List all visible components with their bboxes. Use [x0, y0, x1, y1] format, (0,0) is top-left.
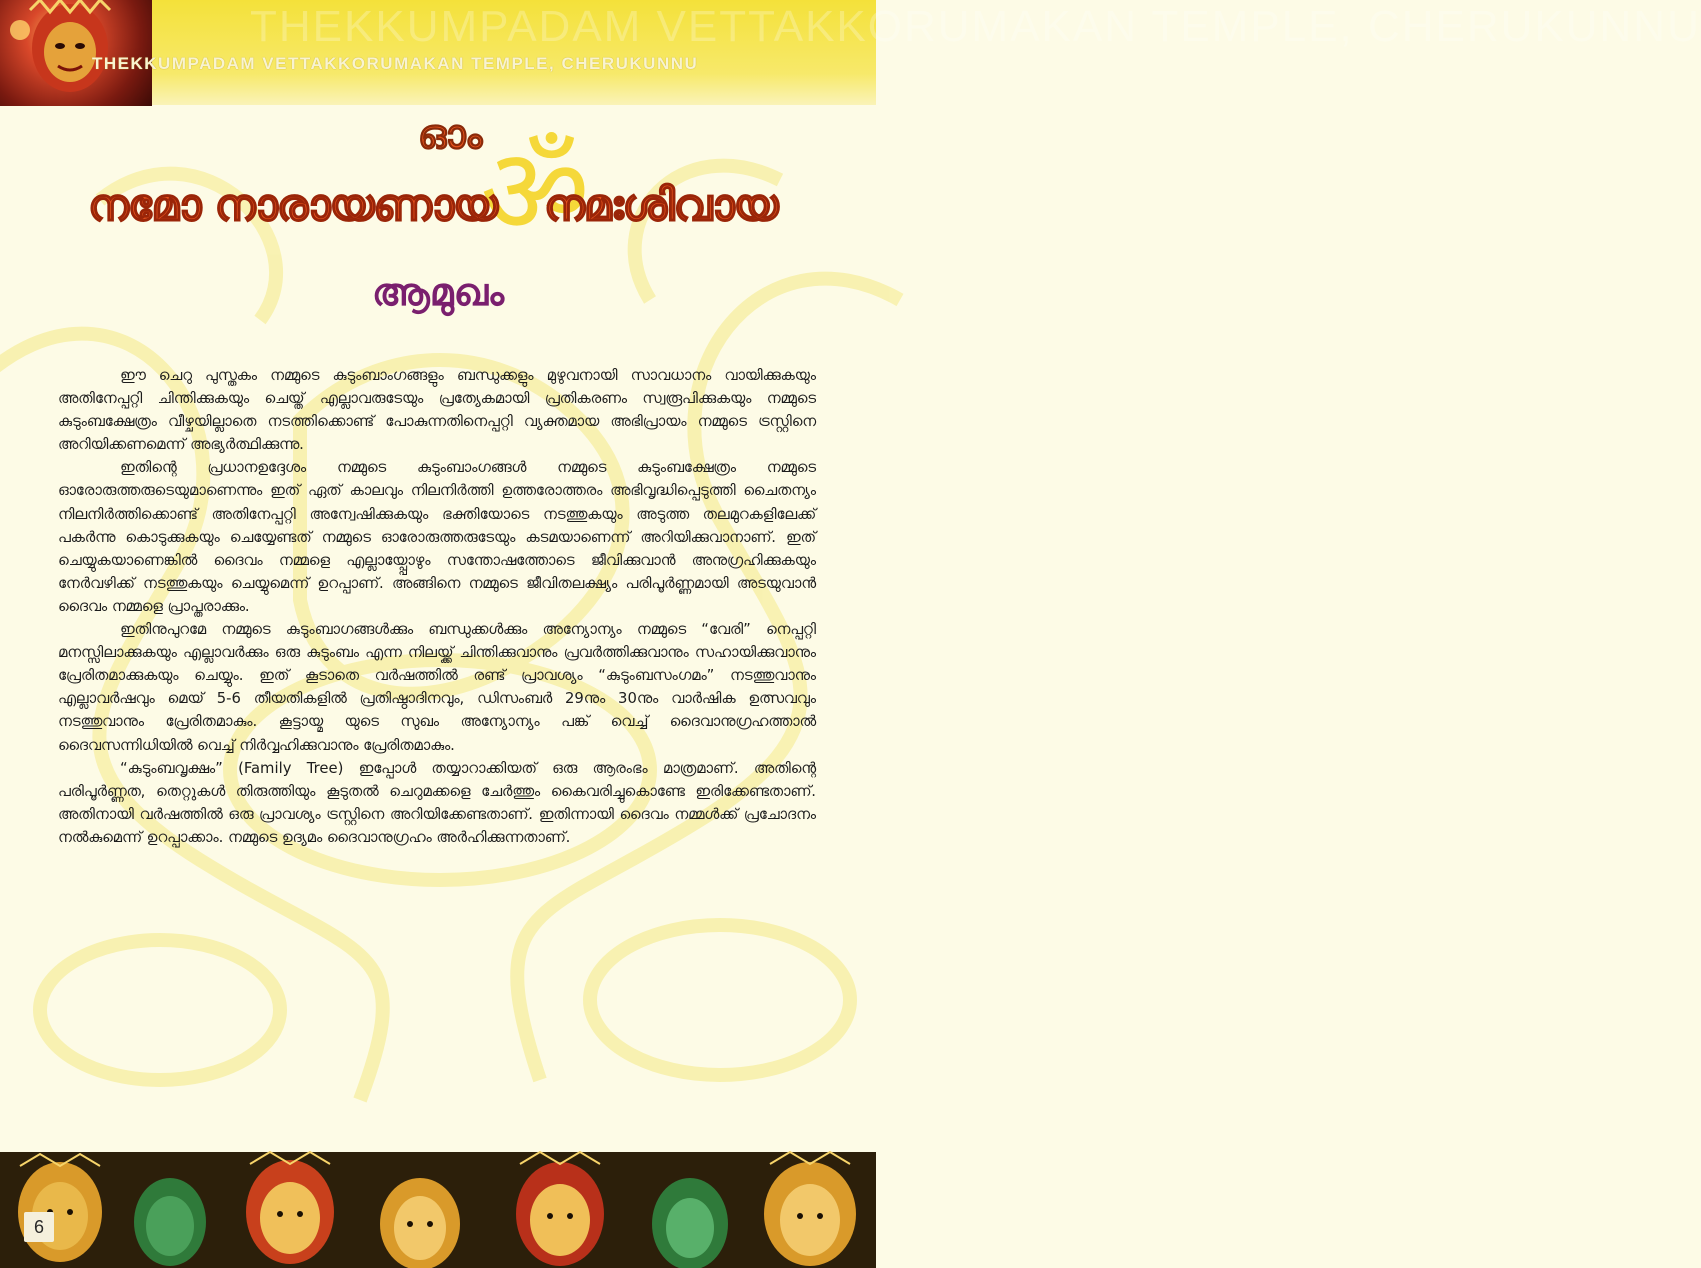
om-word: ഓം	[417, 112, 483, 158]
header-watermark: THEKKUMPADAM VETTAKKORUMAKAN TEMPLE, CHERUKUNNU	[250, 2, 1701, 51]
mantra-shivaya: നമഃശിവായ	[544, 180, 778, 231]
header-theyyam-photo	[0, 0, 152, 106]
paragraph: “കുടുംബവൃക്ഷം” (Family Tree) ഇപ്പോൾ തയ്യാറാക്കിയത് ഒരു ആരംഭം മാത്രമാണ്. അതിന്റെ പരിപൂർണ്ണത, തെറ്റുകൾ തിരുത്തിയും കൂടുതൽ ചെറുമക്കളെ ചേർത്തും കൈവരിച്ചുകൊണ്ടേ ഇരിക്കേണ്ടതാണ്. അതിനായി വർഷത്തിൽ ഒരു പ്രാവശ്യം ട്രസ്റ്റിനെ അറിയിക്കേണ്ടതാണ്. ഇതിന്നായി ദൈവം നമ്മൾക്ക് പ്രചോദനം നൽകുമെന്ന് ഉറപ്പാക്കാം. നമ്മുടെ ഉദ്യമം ദൈവാനുഗ്രഹം അർഹിക്കുന്നതാണ്.	[58, 759, 816, 846]
paragraph: ഇതിന്റെ പ്രധാനഉദ്ദേശം നമ്മുടെ കുടുംബാംഗങ്ങൾ നമ്മുടെ കുടുംബക്ഷേത്രം നമ്മുടെ ഓരോരുത്തരുടെയുമാണെന്നും ഇത് ഏത് കാലവും നിലനിർത്തി ഉത്തരോത്തരം അഭിവൃദ്ധിപ്പെടുത്തി ചൈതന്യം നിലനിർത്തിക്കൊണ്ട് അതിനേപ്പറ്റി അന്വേഷിക്കുകയും ഭക്തിയോടെ നടത്തുകയും അടുത്ത തലമുറകളിലേക്ക് പകർന്നു കൊടുക്കുകയും ചെയ്യേണ്ടത് നമ്മുടെ ഓരോരുത്തരുടേയും കടമയാണെന്ന് അറിയിക്കുവാനാണ്. ഇത് ചെയ്യുകയാണെങ്കിൽ ദൈവം നമ്മളെ എല്ലായ്പ്പോഴും സന്തോഷത്തോടെ ജീവിക്കുവാൻ അനുഗ്രഹിക്കുകയും നേർവഴിക്ക് നടത്തുകയും ചെയ്യുമെന്ന് ഉറപ്പാണ്. അങ്ങിനെ നമ്മുടെ ജീവിതലക്ഷ്യം പരിപൂർണ്ണമായി അടയുവാൻ ദൈവം നമ്മളെ പ്രാപ്തരാക്കും.	[58, 459, 816, 615]
paragraph: ഈ ചെറു പുസ്തകം നമ്മുടെ കുടുംബാംഗങ്ങളും ബന്ധുക്കളും മുഴുവനായി സാവധാനം വായിക്കുകയും അതിനേപ്പറ്റി ചിന്തിക്കുകയും ചെയ്ത് എല്ലാവരുടേയും പ്രത്യേകമായി പ്രതികരണം സ്വരൂപിക്കുകയും നമ്മുടെ കുടുംബക്ഷേത്രം വീഴ്ചയില്ലാതെ നടത്തിക്കൊണ്ട് പോകുന്നതിനെപ്പറ്റി വ്യക്തമായ അഭിപ്രായം നമ്മുടെ ട്രസ്റ്റിനെ അറിയിക്കണമെന്ന് അഭ്യർത്ഥിക്കുന്നു.	[58, 367, 816, 454]
paragraph: ഇതിനുപുറമേ നമ്മുടെ കുടുംബാഗങ്ങൾക്കും ബന്ധുക്കൾക്കും അന്യോന്യം നമ്മുടെ “വേരി” നെപ്പറ്റി മനസ്സിലാക്കുകയും എല്ലാവർക്കും ഒരു കുടുംബം എന്ന നിലയ്ക്ക് ചിന്തിക്കുവാനും പ്രവർത്തിക്കുവാനും സഹായിക്കുവാനും പ്രേരിതമാക്കുകയും ചെയ്യും. ഇത് കൂടാതെ വർഷത്തിൽ രണ്ട് പ്രാവശ്യം “കുടുംബസംഗമം” നടത്തുവാനും എല്ലാവർഷവും മെയ് 5-6 തീയതികളിൽ പ്രതിഷ്ഠാദിനവും, ഡിസംബർ 29നും 30നും വാർഷിക ഉത്സവവും നടത്തുവാനും പ്രേരിതമാകും. കൂട്ടായ്മ യുടെ സുഖം അന്യോന്യം പങ്ക് വെച്ച് ദൈവാനുഗ്രഹത്താൽ ദൈവസന്നിധിയിൽ വെച്ച് നിർവ്വഹിക്കുവാനും പ്രേരിതമാകും.	[58, 621, 816, 754]
introduction-body	[58, 364, 816, 849]
mural-art-image	[0, 1152, 876, 1268]
footer-mural-band	[0, 1152, 876, 1268]
page-title: ആമുഖം	[371, 270, 505, 314]
theyyam-face-image	[0, 0, 152, 106]
temple-name: THEKKUMPADAM VETTAKKORUMAKAN TEMPLE, CHERUKUNNU	[92, 54, 699, 73]
mantra-narayana: നമോ നാരായണായ	[88, 180, 497, 231]
om-symbol: ॐ	[480, 123, 590, 262]
page-number: 6	[24, 1212, 54, 1242]
